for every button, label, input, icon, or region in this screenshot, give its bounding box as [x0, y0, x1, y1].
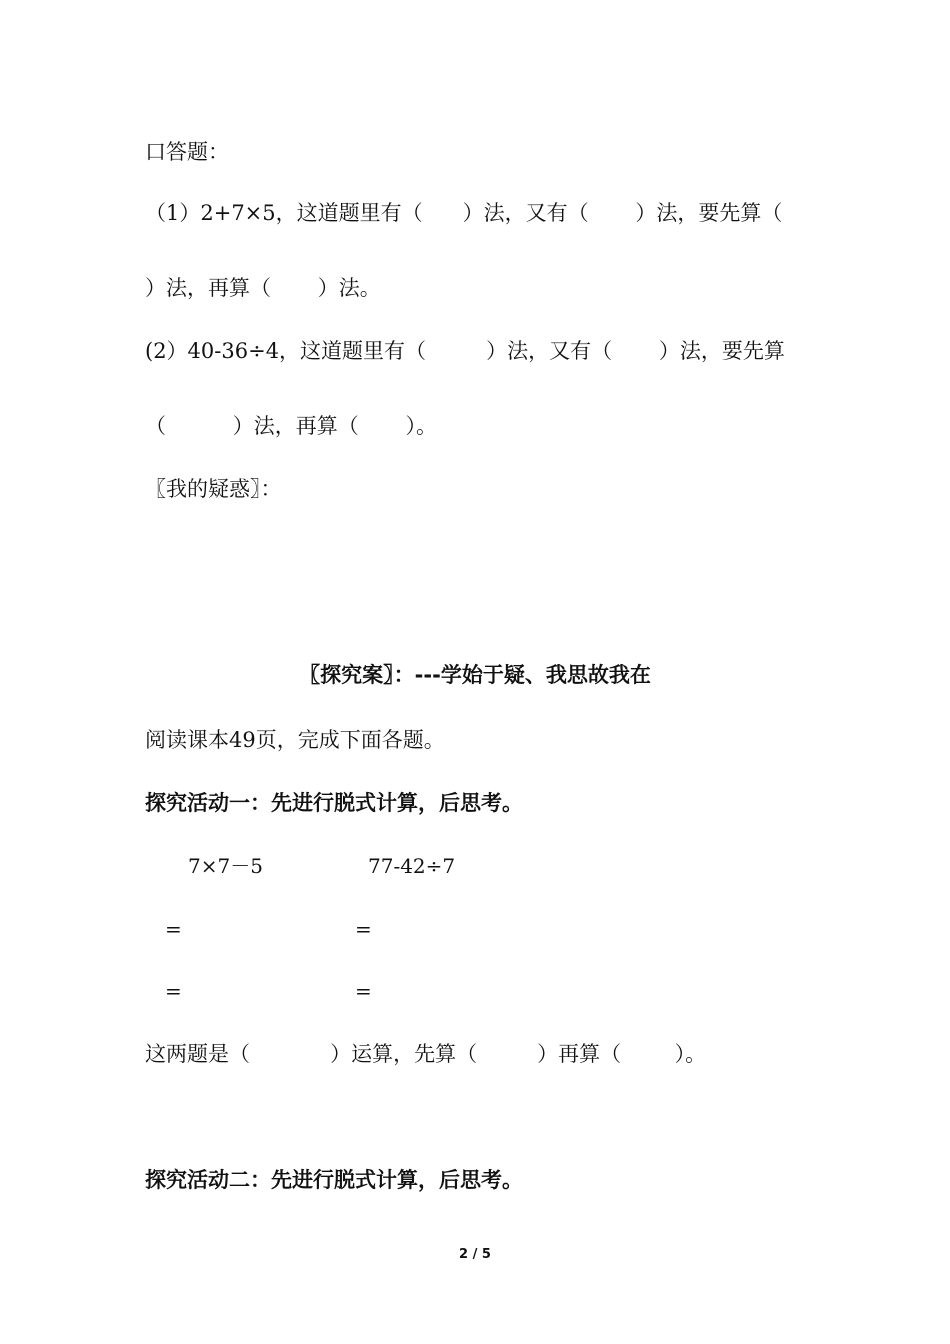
expression-1-step-2: =: [165, 979, 182, 1003]
question-2-line-2: （ ）法，再算（ ）。: [145, 414, 437, 438]
question-2-line-1: (2）40-36÷4，这道题里有（ ）法，又有（ ）法，要先算: [145, 339, 785, 363]
explore-heading: 〖探究案〗：---学始于疑、我思故我在: [299, 663, 651, 687]
expression-2-step-1: =: [355, 917, 372, 941]
expression-1-step-1: =: [165, 917, 182, 941]
expression-1: 7×7－5: [188, 854, 263, 878]
page-number: 2 / 5: [459, 1247, 491, 1262]
question-1-line-2: ）法，再算（ ）法。: [145, 276, 381, 300]
activity-1-title: 探究活动一：先进行脱式计算，后思考。: [145, 791, 523, 815]
question-1-line-1: （1）2+7×5，这道题里有（ ）法，又有（ ）法，要先算（: [145, 201, 783, 225]
expression-2: 77-42÷7: [368, 854, 456, 878]
activity-1-summary: 这两题是（ ）运算，先算（ ）再算（ ）。: [145, 1042, 707, 1066]
activity-2-title: 探究活动二：先进行脱式计算，后思考。: [145, 1168, 523, 1192]
oral-questions-title: 口答题：: [145, 140, 229, 164]
reading-instruction: 阅读课本49页，完成下面各题。: [145, 728, 445, 752]
expression-2-step-2: =: [355, 979, 372, 1003]
my-doubts-label: 〖我的疑惑〗：: [145, 477, 282, 501]
